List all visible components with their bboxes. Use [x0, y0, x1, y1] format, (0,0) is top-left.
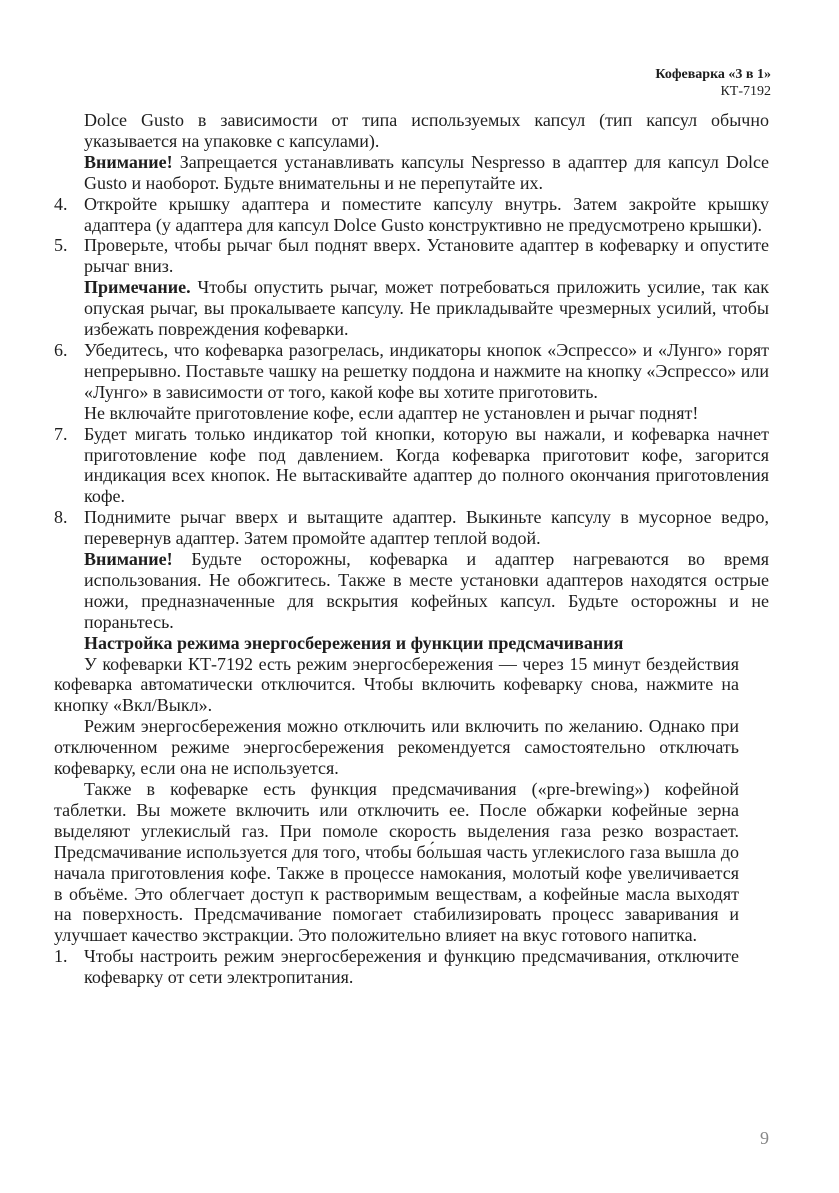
energy-saving-section	[54, 633, 739, 988]
warning-text: Запрещается устанавливать капсулы Nespresso в адаптер для капсул Dolce Gusto и наоборот. Будьте внимательны и не перепутайте их.	[84, 151, 769, 193]
step-note	[84, 277, 769, 340]
step-text: Будет мигать только индикатор той кнопки, которую вы нажали, и кофеварка начнет приготовление кофе под давлением. Когда кофеварка приготовит кофе, загорится индикация всех кнопок. Не вытаскивайте адаптер до полного окончания приготовления кофе.	[84, 423, 769, 507]
list-item-step-1	[54, 946, 739, 988]
list-item-step-5	[54, 235, 769, 340]
note-text: Чтобы опустить рычаг, может потребоваться приложить усилие, так как опуская рычаг, вы прокалываете капсулу. Не прикладывайте чрезмерных усилий, чтобы избежать повреждения кофеварки.	[84, 277, 769, 340]
header-title: Кофеварка «3 в 1»	[655, 67, 771, 82]
list-item-step-4	[54, 193, 769, 236]
note-label: Внимание!	[84, 549, 173, 570]
step-number: 8.	[54, 507, 68, 528]
step-text: Откройте крышку адаптера и поместите капсулу внутрь. Затем закройте крышку адаптера (у адаптера для капсул Dolce Gusto конструктивно не предусмотрено крышки).	[84, 193, 769, 235]
step-text: Проверьте, чтобы рычаг был поднят вверх. Установите адаптер в кофеварку и опустите рычаг вниз.	[84, 235, 769, 277]
note-text: Будьте осторожны, кофеварка и адаптер нагреваются во время использования. Не обожгитесь. Также в месте установки адаптеров находятся острые ножи, предназначенные для вскрытия кофейных капсул. Будьте осторожны и не пораньтесь.	[84, 549, 769, 632]
step-note	[84, 549, 769, 633]
list-item-step-6	[54, 339, 769, 424]
section-paragraph: У кофеварки КТ-7192 есть режим энергосбережения — через 15 минут бездействия кофеварка автоматически отключится. Чтобы включить кофеварку снова, нажмите на кнопку «Вкл/Выкл».	[54, 653, 739, 716]
warning-label: Внимание!	[84, 151, 173, 172]
list-item-step-8	[54, 507, 769, 632]
intro-warning	[84, 152, 769, 194]
page-number: 9	[760, 1128, 769, 1148]
step-number: 5.	[54, 235, 68, 256]
page-header	[655, 66, 771, 100]
step-extra: Не включайте приготовление кофе, если адаптер не установлен и рычаг поднят!	[84, 402, 699, 423]
step-number: 6.	[54, 339, 68, 360]
step-text: Поднимите рычаг вверх и вытащите адаптер. Выкиньте капсулу в мусорное ведро, перевернув адаптер. Затем промойте адаптер теплой водой.	[84, 507, 769, 549]
step-number: 4.	[54, 193, 68, 214]
section-paragraph: Также в кофеварке есть функция предсмачивания («pre-brewing») кофейной таблетки. Вы можете включить или отключить ее. После обжарки кофейные зерна выделяют углекислый газ. При помоле скорость выделения газа резко возрастает. Предсмачивание используется для того, чтобы бо́льшая часть углекислого газа вышла до начала приготовления кофе. Также в процессе намокания, молотый кофе увеличивается в объёме. Это облегчает доступ к растворимым веществам, а кофейные масла выходят на поверхность. Предсмачивание помогает стабилизировать процесс заваривания и улучшает качество экстракции. Это положительно влияет на вкус готового напитка.	[54, 779, 739, 946]
note-label: Примечание.	[84, 277, 191, 298]
section-paragraph: Режим энергосбережения можно отключить или включить по желанию. Однако при отключенном режиме энергосбережения рекомендуется самостоятельно отключать кофеварку, если она не используется.	[54, 716, 739, 779]
step-number: 1.	[54, 946, 68, 967]
step-text: Убедитесь, что кофеварка разогрелась, индикаторы кнопок «Эспрессо» и «Лунго» горят непрерывно. Поставьте чашку на решетку поддона и нажмите на кнопку «Эспрессо» или «Лунго» в зависимости от того, какой кофе вы хотите приготовить.	[84, 339, 769, 402]
section-title: Настройка режима энергосбережения и функции предсмачивания	[84, 632, 624, 653]
page-content	[54, 110, 769, 988]
step-text: Чтобы настроить режим энергосбережения и функцию предсмачивания, отключите кофеварку от сети электропитания.	[84, 946, 739, 988]
intro-line: Dolce Gusto в зависимости от типа используемых капсул (тип капсул обычно указывается на упаковке с капсулами).	[84, 110, 769, 151]
step-number: 7.	[54, 423, 68, 444]
header-model: КТ-7192	[720, 84, 771, 99]
list-item-step-7	[54, 423, 769, 508]
